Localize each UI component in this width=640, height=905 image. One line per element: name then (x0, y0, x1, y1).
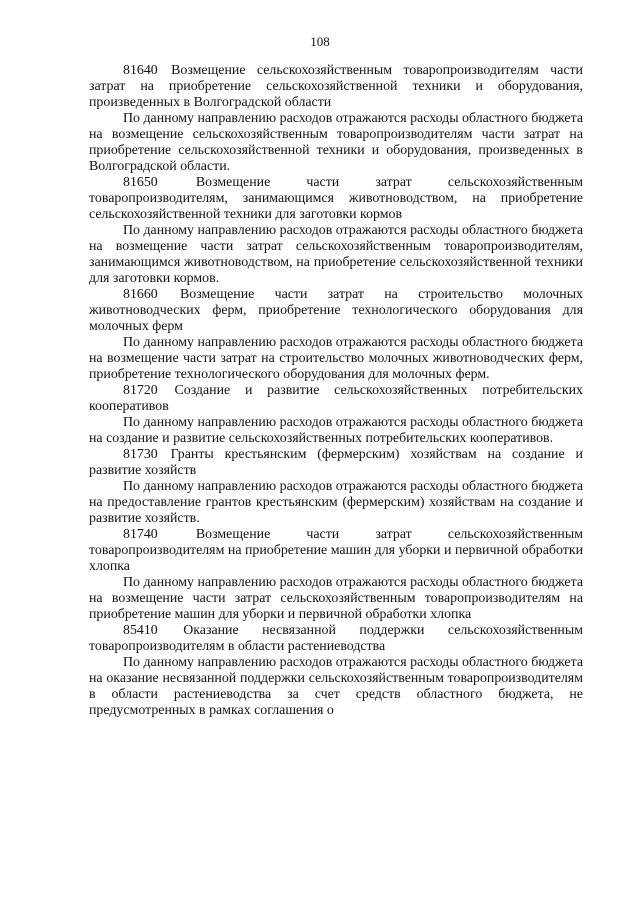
page-number: 108 (310, 34, 330, 49)
expense-description (89, 479, 583, 527)
document-body (89, 63, 583, 719)
expense-code: 81660 (123, 287, 158, 302)
expense-description (89, 655, 583, 719)
expense-title: Возмещение части затрат на строительство молочных животноводческих ферм, приобретение технологического оборудования для молочных ферм (89, 287, 583, 334)
expense-title: Оказание несвязанной поддержки сельскохозяйственным товаропроизводителям в области растениеводства (89, 623, 583, 654)
description-text: По данному направлению расходов отражаются расходы областного бюджета на предоставление грантов крестьянским (фермерским) хозяйствам на создание и развитие хозяйств. (89, 479, 583, 526)
expense-code: 81640 (123, 63, 158, 78)
expense-code-heading (89, 623, 583, 655)
description-text: По данному направлению расходов отражаются расходы областного бюджета на возмещение части затрат на строительство молочных животноводческих ферм, приобретение технологического оборудования для молочных ферм. (89, 335, 583, 382)
expense-code: 81730 (123, 447, 158, 462)
description-text: По данному направлению расходов отражаются расходы областного бюджета на оказание несвязанной поддержки сельскохозяйственным товаропроизводителям в области растениеводства за счет средств областного бюджета, не предусмотренных в рамках соглашения о (89, 655, 583, 718)
expense-code-heading (89, 287, 583, 335)
description-text: По данному направлению расходов отражаются расходы областного бюджета на возмещение части затрат сельскохозяйственным товаропроизводителям, занимающимся животноводством, на приобретение сельскохозяйственной техники для заготовки кормов. (89, 223, 583, 286)
expense-code-heading (89, 527, 583, 575)
expense-title: Гранты крестьянским (фермерским) хозяйствам на создание и развитие хозяйств (89, 447, 583, 478)
description-text: По данному направлению расходов отражаются расходы областного бюджета на создание и развитие сельскохозяйственных потребительских кооперативов. (89, 415, 583, 446)
expense-description (89, 335, 583, 383)
expense-code: 81650 (123, 175, 158, 190)
expense-code: 81740 (123, 527, 158, 542)
expense-title: Создание и развитие сельскохозяйственных потребительских кооперативов (89, 383, 583, 414)
expense-code-heading (89, 175, 583, 223)
description-text: По данному направлению расходов отражаются расходы областного бюджета на возмещение сельскохозяйственным товаропроизводителям части затрат на приобретение сельскохозяйственной техники и оборудования, произведенных в Волгоградской области. (89, 111, 583, 174)
expense-title: Возмещение части затрат сельскохозяйственным товаропроизводителям, занимающимся животноводством, на приобретение сельскохозяйственной техники для заготовки кормов (89, 175, 583, 222)
expense-description (89, 223, 583, 287)
expense-description (89, 111, 583, 175)
expense-title: Возмещение части затрат сельскохозяйственным товаропроизводителям на приобретение машин для уборки и первичной обработки хлопка (89, 527, 583, 574)
expense-code: 85410 (123, 623, 158, 638)
expense-description (89, 415, 583, 447)
expense-description (89, 575, 583, 623)
expense-code-heading (89, 383, 583, 415)
expense-title: Возмещение сельскохозяйственным товаропроизводителям части затрат на приобретение сельскохозяйственной техники и оборудования, произведенных в Волгоградской области (89, 63, 583, 110)
description-text: По данному направлению расходов отражаются расходы областного бюджета на возмещение части затрат сельскохозяйственным товаропроизводителям на приобретение машин для уборки и первичной обработки хлопка (89, 575, 583, 622)
expense-code-heading (89, 63, 583, 111)
expense-code: 81720 (123, 383, 158, 398)
expense-code-heading (89, 447, 583, 479)
